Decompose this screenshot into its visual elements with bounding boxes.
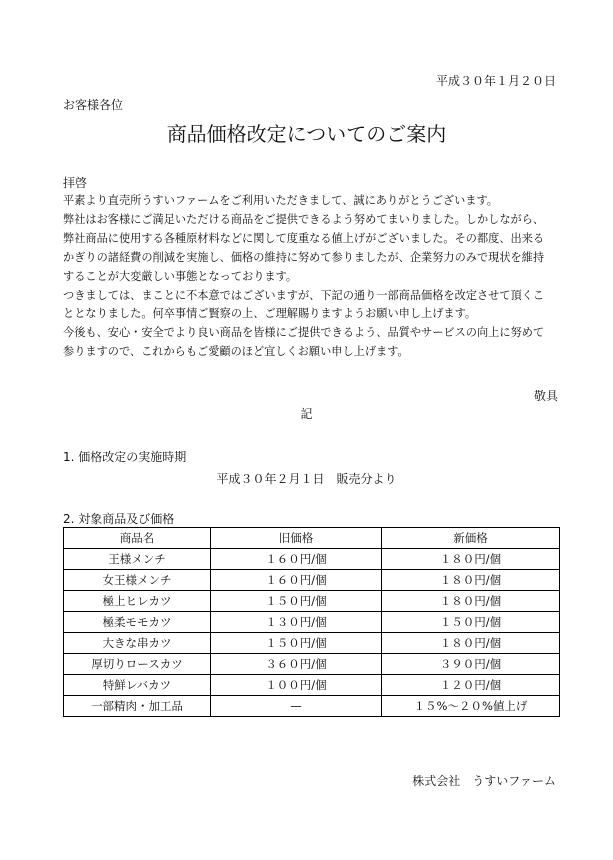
recipient: お客様各位 — [63, 98, 124, 112]
paragraph: つきましては、まことに不本意ではございますが、下記の通り一部商品価格を改定させて頂くこととなりました。何卒事情ご賢察の上、ご理解賜りますようお願い申し上げます。 — [63, 288, 545, 321]
paragraph: 弊社はお客様にご満足いただける商品をご提供できるよう努めてまいりました。しかしながら、弊社商品に使用する各種原材料などに関して度重なる値上げがございました。その都度、出来るかぎりの諸経費の削減を実施し、価格の維持に努めて参りましたが、企業努力のみで現状を維持することが大変厳しい事態となっております。 — [63, 212, 545, 283]
cell-old-price: １６０円/個 — [211, 549, 382, 570]
cell-new-price: １５０円/個 — [382, 612, 560, 633]
cell-product: 大きな串カツ — [64, 633, 211, 654]
column-header-new-price: 新価格 — [382, 528, 560, 549]
cell-product: 極上ヒレカツ — [64, 591, 211, 612]
table-row — [64, 612, 560, 633]
column-header-product: 商品名 — [64, 528, 211, 549]
cell-old-price: — — [211, 696, 382, 717]
cell-product: 厚切りロースカツ — [64, 654, 211, 675]
cell-new-price: １８０円/個 — [382, 591, 560, 612]
section2-heading: 2. 対象商品及び価格 — [63, 512, 175, 526]
cell-old-price: １３０円/個 — [211, 612, 382, 633]
column-header-old-price: 旧価格 — [211, 528, 382, 549]
section1-heading: 1. 価格改定の実施時期 — [63, 450, 187, 464]
price-table — [63, 527, 560, 717]
cell-new-price: １８０円/個 — [382, 549, 560, 570]
table-row — [64, 675, 560, 696]
ki-marker: 記 — [300, 407, 313, 421]
paragraph: 今後も、安心・安全でより良い商品を皆様にご提供できるよう、品質やサービスの向上に努めて参りますので、これからもご愛顧のほど宜しくお願い申し上げます。 — [63, 326, 545, 359]
cell-old-price: １５０円/個 — [211, 633, 382, 654]
cell-old-price: １００円/個 — [211, 675, 382, 696]
table-row — [64, 633, 560, 654]
table-row — [64, 696, 560, 717]
document-title: 商品価格改定についてのご案内 — [166, 122, 447, 146]
company-name: 株式会社 うすいファーム — [412, 774, 556, 788]
table-row — [64, 570, 560, 591]
cell-product: 極柔モモカツ — [64, 612, 211, 633]
paragraph: 平素より直売所うすいファームをご利用いただきまして、誠にありがとうございます。 — [63, 194, 498, 207]
document-date: 平成３０年１月２０日 — [435, 74, 556, 88]
table-row — [64, 654, 560, 675]
table-row — [64, 549, 560, 570]
cell-new-price: ３９０円/個 — [382, 654, 560, 675]
cell-product: 特鮮レバカツ — [64, 675, 211, 696]
cell-new-price: １８０円/個 — [382, 633, 560, 654]
cell-new-price: １５%～２０%値上げ — [382, 696, 560, 717]
table-body — [64, 549, 560, 717]
cell-new-price: １２０円/個 — [382, 675, 560, 696]
cell-old-price: １５０円/個 — [211, 591, 382, 612]
cell-old-price: １６０円/個 — [211, 570, 382, 591]
table-header-row — [64, 528, 560, 549]
cell-new-price: １８０円/個 — [382, 570, 560, 591]
section1-value: 平成３０年２月１日 販売分より — [216, 472, 397, 486]
closing: 敬具 — [533, 389, 558, 403]
table-row — [64, 591, 560, 612]
cell-product: 女王様メンチ — [64, 570, 211, 591]
greeting: 拝啓 — [63, 176, 88, 190]
cell-product: 王様メンチ — [64, 549, 211, 570]
cell-old-price: ３６０円/個 — [211, 654, 382, 675]
cell-product: 一部精肉・加工品 — [64, 696, 211, 717]
body-text — [63, 192, 553, 362]
